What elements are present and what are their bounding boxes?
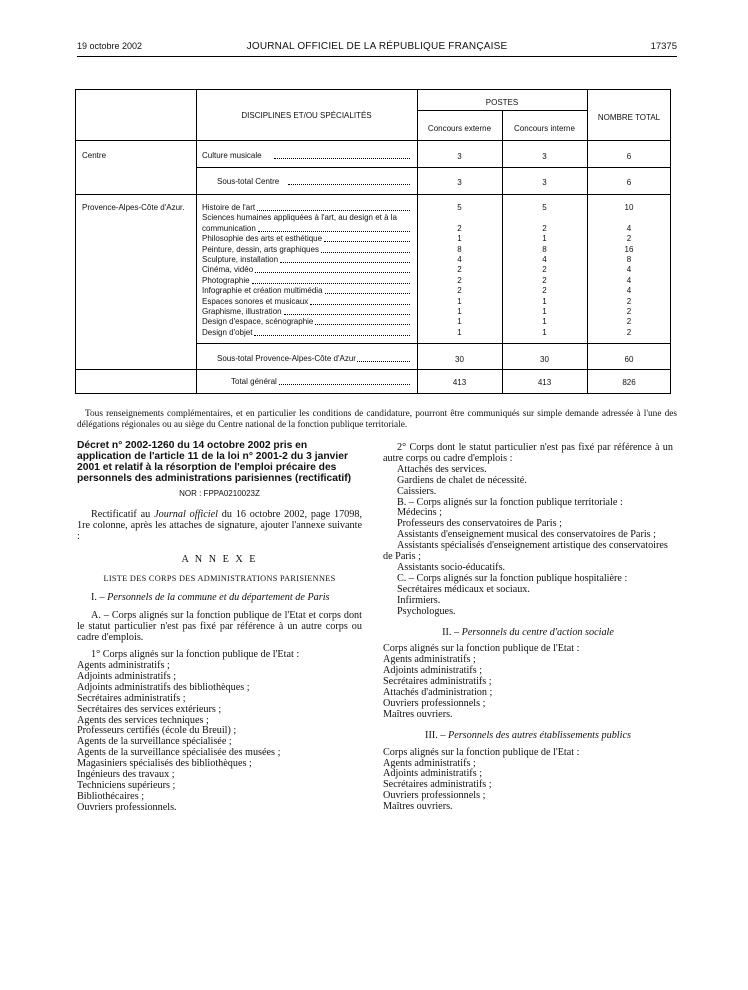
leader-dots <box>255 272 410 273</box>
list-item: Infirmiers. <box>397 594 441 606</box>
list-item: Assistants spécialisés d'enseignement artistique des conservatoires de Paris ; <box>383 540 668 563</box>
leader-dots <box>279 384 410 385</box>
section-1-a: A. – Corps alignés sur la fonction publique de l'Etat et corps dont le statut particulier n'est pas fixé par référence à un autre corps ou cadre d'emplois. <box>77 610 362 644</box>
region-centre: Centre <box>82 151 107 160</box>
list-item: Bibliothécaires ; <box>77 790 145 802</box>
list-item: Ouvriers professionnels ; <box>383 790 486 802</box>
list-item: Adjoints administratifs ; <box>383 768 483 780</box>
discipline-label: Philosophie des arts et esthétique <box>202 234 323 244</box>
section-1-c: C. – Corps alignés sur la fonction publique hospitalière : <box>397 572 628 584</box>
cell-total: 10 <box>624 203 634 212</box>
discipline-label: Peinture, dessin, arts graphiques <box>202 244 319 254</box>
cell-externe: 1 <box>457 234 462 244</box>
section-1-b: B. – Corps alignés sur la fonction publique territoriale : <box>397 496 623 508</box>
decree-title: Décret n° 2002-1260 du 14 octobre 2002 pris en application de l'article 11 de la loi n° 2001-2 du 3 janvier 2001 et relatif à la résorption de l'emploi précaire des personnels des administrations parisiennes (rectificatif) <box>77 440 352 484</box>
header-journal-title: JOURNAL OFFICIEL DE LA RÉPUBLIQUE FRANÇAISE <box>246 41 508 52</box>
cell-interne: 1 <box>542 317 547 327</box>
cell-total: 16 <box>624 244 634 254</box>
rect-text: du 16 octobre 2002, page 17098, 1re colonne, après les attaches de signature, ajouter l'annexe suivante : <box>77 508 363 542</box>
footnote-renseignements: Tous renseignements complémentaires, et en particulier les conditions de candidature, pourront être communiqués sur simple demande adressée à l'une des délégations régionales ou au siège du Centre national de la fonction publique territoriale. <box>77 409 677 430</box>
discipline-label: Graphisme, illustration <box>202 307 282 316</box>
header-page-number: 17375 <box>650 41 677 52</box>
cell-total: 2 <box>626 234 632 244</box>
cell-interne: 2 <box>542 275 547 285</box>
postes-table <box>75 89 671 394</box>
cell-externe: 5 <box>457 203 462 212</box>
cell-externe: 3 <box>457 152 462 161</box>
list-item: Secrétaires administratifs ; <box>383 676 492 688</box>
leader-dots <box>310 304 410 305</box>
annexe-heading: A N N E X E <box>181 553 258 565</box>
list-item: Professeurs certifiés (école du Breuil) ; <box>77 725 237 737</box>
col-header-externe: Concours externe <box>427 124 492 133</box>
cell-interne: 5 <box>542 203 547 212</box>
list-item: Adjoints administratifs des bibliothèques ; <box>77 681 250 693</box>
left-column <box>77 440 362 814</box>
leader-dots <box>252 283 410 284</box>
cell-externe: 2 <box>457 275 462 285</box>
discipline-label: Design d'objet <box>202 327 253 337</box>
list-item: Ouvriers professionnels. <box>77 801 177 813</box>
corps-list <box>383 465 673 498</box>
list-item: Secrétaires des services extérieurs ; <box>77 703 222 715</box>
section-title: Personnels du centre d'action sociale <box>461 626 614 638</box>
cell-externe: 2 <box>457 223 462 233</box>
section-1-a2: 2° Corps dont le statut particulier n'est pas fixé par référence à un autre corps ou cadre d'emplois : <box>383 442 673 464</box>
subtotal-total: 6 <box>626 178 632 187</box>
cell-externe: 1 <box>457 296 462 306</box>
cell-interne: 1 <box>542 234 547 244</box>
discipline-label: Photographie <box>202 275 250 285</box>
subtotal-total: 60 <box>624 355 634 364</box>
table-vline <box>196 90 197 393</box>
list-item: Médecins ; <box>397 507 442 519</box>
list-item: Ouvriers professionnels ; <box>383 697 486 709</box>
list-item: Ingénieurs des travaux ; <box>77 769 175 781</box>
cell-externe: 1 <box>457 317 462 327</box>
liste-heading: LISTE DES CORPS DES ADMINISTRATIONS PARISIENNES <box>103 573 336 583</box>
list-item: Assistants socio-éducatifs. <box>397 561 506 573</box>
section-number: I. – <box>91 592 108 604</box>
rect-text: Rectificatif au <box>91 508 155 520</box>
subtotal-interne: 30 <box>540 355 549 364</box>
col-header-interne: Concours interne <box>514 124 575 133</box>
leader-dots <box>280 262 410 263</box>
leader-dots <box>357 361 410 362</box>
subtotal-externe: 3 <box>457 178 462 187</box>
leader-dots <box>324 241 410 242</box>
table-hline <box>196 167 670 168</box>
list-item: Adjoints administratifs ; <box>383 665 483 677</box>
cell-total: 8 <box>626 255 632 264</box>
list-item: Adjoints administratifs ; <box>77 670 177 682</box>
discipline-label: communication <box>202 223 256 233</box>
cell-interne: 4 <box>542 255 547 264</box>
cell-total: 4 <box>626 275 632 285</box>
list-item: Secrétaires administratifs ; <box>383 779 492 791</box>
section-2-heading <box>383 628 673 639</box>
corps-list <box>383 655 673 720</box>
table-hline <box>76 194 670 195</box>
cell-externe: 1 <box>457 307 462 316</box>
leader-dots <box>325 293 410 294</box>
list-item: Agents administratifs ; <box>77 659 170 671</box>
cell-total: 2 <box>626 307 632 316</box>
table-hline <box>76 140 670 141</box>
list-item: Maîtres ouvriers. <box>383 708 453 720</box>
list-item: Magasiniers spécialisés des bibliothèques ; <box>77 758 252 770</box>
discipline-label: Espaces sonores et musicaux <box>202 296 309 306</box>
cell-interne: 8 <box>542 244 547 254</box>
leader-dots <box>288 184 410 185</box>
col-header-disciplines: DISCIPLINES ET/OU SPÉCIALITÉS <box>241 111 372 120</box>
cell-interne: 3 <box>542 152 547 161</box>
cell-total: 4 <box>626 265 632 275</box>
list-item: Attachés des services. <box>397 463 487 475</box>
section-3-heading <box>383 731 673 742</box>
discipline-label: Culture musicale <box>202 151 262 160</box>
leader-dots <box>274 158 410 159</box>
corps-list <box>77 661 362 814</box>
cell-externe: 2 <box>457 286 462 296</box>
col-header-postes: POSTES <box>485 98 519 107</box>
leader-dots <box>284 314 410 315</box>
leader-dots <box>321 252 410 253</box>
leader-dots <box>257 210 410 211</box>
table-hline <box>417 110 587 111</box>
cell-externe: 4 <box>457 255 462 264</box>
subtotal-externe: 30 <box>455 355 464 364</box>
cell-interne: 2 <box>542 265 547 275</box>
discipline-label: Design d'espace, scénographie <box>202 317 314 327</box>
list-item: Agents administratifs ; <box>383 654 476 666</box>
cell-interne: 1 <box>542 327 547 337</box>
journal-officiel-italic: Journal officiel <box>154 508 218 520</box>
list-item: Attachés d'administration ; <box>383 687 493 699</box>
section-number: III. – <box>425 729 448 741</box>
leader-dots <box>315 324 410 325</box>
cell-interne: 1 <box>542 307 547 316</box>
discipline-label: Cinéma, vidéo <box>202 265 254 275</box>
list-item: Maîtres ouvriers. <box>383 801 453 813</box>
corps-list <box>383 585 673 618</box>
list-item: Gardiens de chalet de nécessité. <box>397 474 527 486</box>
corps-list <box>383 759 673 814</box>
total-total: 826 <box>622 378 636 387</box>
section-title: Personnels de la commune et du département de Paris <box>107 592 330 604</box>
list-item: Agents de la surveillance spécialisée des musées ; <box>77 747 281 759</box>
cell-total: 4 <box>626 286 632 296</box>
list-item: Agents de la surveillance spécialisée ; <box>77 736 232 748</box>
leader-dots <box>254 335 410 336</box>
nor-reference: NOR : FPPA0210023Z <box>179 489 260 498</box>
list-item: Caissiers. <box>397 485 437 497</box>
section-3-intro: Corps alignés sur la fonction publique de l'Etat : <box>383 746 580 758</box>
list-item: Secrétaires médicaux et sociaux. <box>397 583 530 595</box>
list-item: Agents des services techniques ; <box>77 714 209 726</box>
subtotal-label: Sous-total Provence-Alpes-Côte d'Azur <box>217 354 356 363</box>
list-item: Techniciens supérieurs ; <box>77 779 176 791</box>
discipline-label: Sculpture, installation <box>202 255 279 264</box>
table-hline <box>76 369 670 370</box>
list-item: Psychologues. <box>397 605 456 617</box>
corps-list <box>383 508 673 573</box>
cell-total: 2 <box>626 296 632 306</box>
list-item: Agents administratifs ; <box>383 757 476 769</box>
header-date: 19 octobre 2002 <box>77 41 143 51</box>
cell-interne: 2 <box>542 286 547 296</box>
cell-total: 6 <box>626 152 632 161</box>
col-header-total: NOMBRE TOTAL <box>597 113 661 122</box>
subtotal-label: Sous-total Centre <box>217 177 280 186</box>
header-rule <box>77 56 677 57</box>
page-header <box>77 41 677 55</box>
section-2-intro: Corps alignés sur la fonction publique de l'Etat : <box>383 643 580 655</box>
cell-externe: 2 <box>457 265 462 275</box>
cell-total: 2 <box>626 317 632 327</box>
subtotal-interne: 3 <box>542 178 547 187</box>
section-1-a1: 1° Corps alignés sur la fonction publique de l'Etat : <box>91 649 300 661</box>
cell-interne: 1 <box>542 296 547 306</box>
list-item: Assistants d'enseignement musical des conservatoires de Paris ; <box>397 529 657 541</box>
rectificatif-paragraph <box>77 510 362 543</box>
table-hline <box>196 343 670 344</box>
cell-interne: 2 <box>542 223 547 233</box>
discipline-label: Infographie et création multimédia <box>202 286 323 296</box>
leader-dots <box>258 231 410 232</box>
list-item: Professeurs des conservatoires de Paris ; <box>397 518 562 530</box>
section-number: II. – <box>442 626 462 638</box>
section-title: Personnels des autres établissements publics <box>447 729 631 741</box>
cell-total: 4 <box>626 223 632 233</box>
discipline-label: Histoire de l'art <box>202 203 256 212</box>
list-item: Secrétaires administratifs ; <box>77 692 186 704</box>
cell-total: 2 <box>626 327 632 337</box>
total-externe: 413 <box>452 378 467 387</box>
discipline-label: Sciences humaines appliquées à l'art, au design et à la <box>202 213 397 223</box>
total-interne: 413 <box>537 378 552 387</box>
total-label: Total général <box>231 377 277 386</box>
section-1-heading <box>77 593 362 604</box>
cell-externe: 8 <box>457 244 462 254</box>
region-paca: Provence-Alpes-Côte d'Azur. <box>82 203 185 212</box>
right-column <box>383 443 673 813</box>
cell-externe: 1 <box>457 327 462 337</box>
